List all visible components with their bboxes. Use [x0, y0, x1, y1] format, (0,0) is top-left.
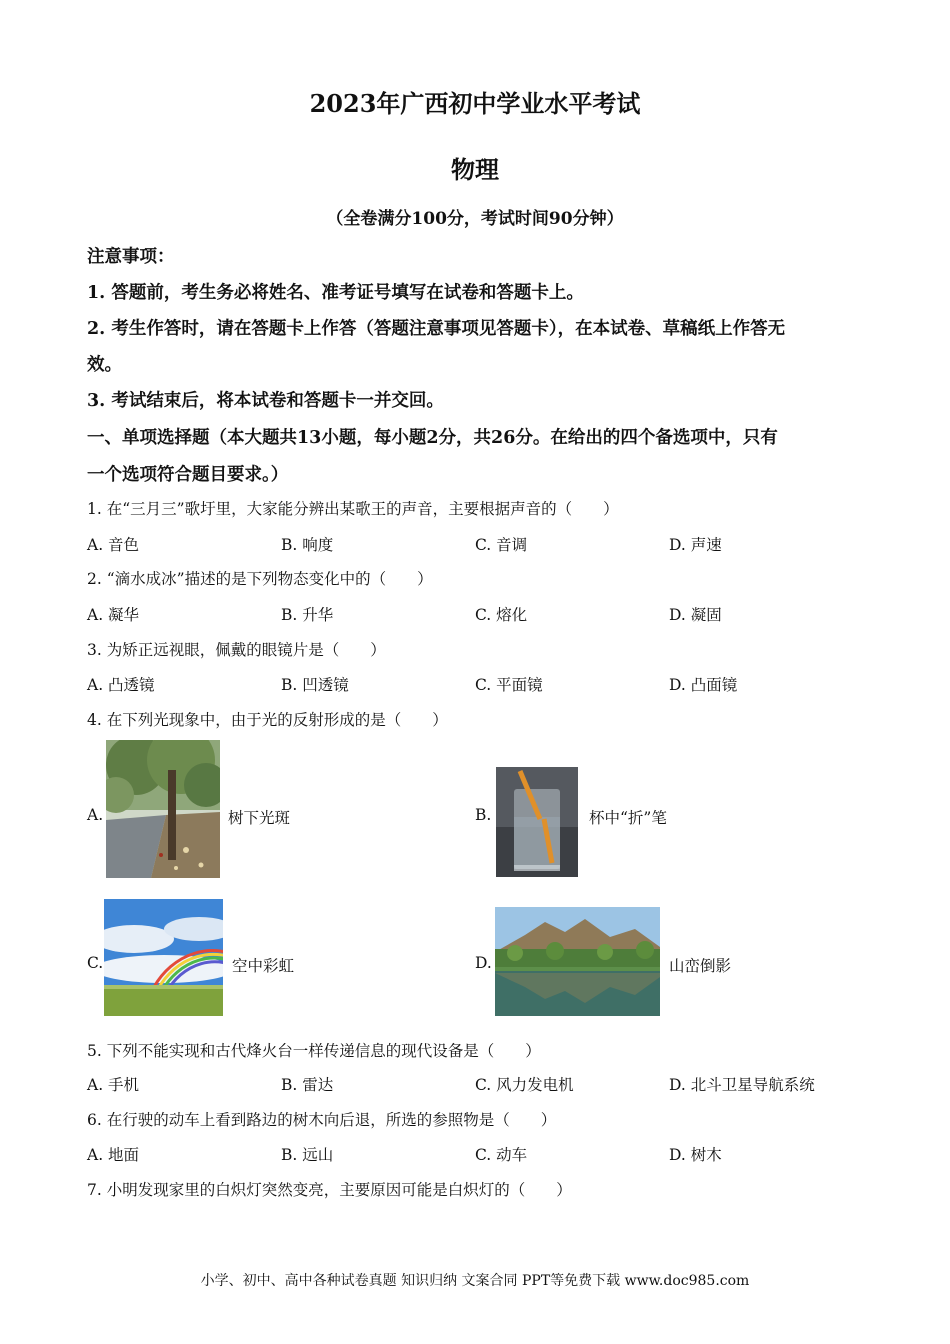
option-c: C. 风力发电机	[475, 1076, 574, 1094]
question-stem: 5. 下列不能实现和古代烽火台一样传递信息的现代设备是（ ）	[87, 1042, 541, 1060]
note-item: 1. 答题前，考生务必将姓名、准考证号填写在试卷和答题卡上。	[87, 283, 584, 303]
question-stem: 6. 在行驶的动车上看到路边的树木向后退，所选的参照物是（ ）	[87, 1111, 557, 1129]
option-c-letter: C.	[87, 954, 104, 972]
option-a: A. 凝华	[87, 606, 140, 624]
option-d: D. 凸面镜	[669, 676, 738, 694]
question-stem: 7. 小明发现家里的白炽灯突然变亮，主要原因可能是白炽灯的（ ）	[87, 1181, 572, 1199]
note-item: 2. 考生作答时，请在答题卡上作答（答题注意事项见答题卡），在本试卷、草稿纸上作答无	[87, 319, 786, 339]
exam-title: 2023年广西初中学业水平考试	[309, 89, 641, 118]
notes-heading: 注意事项：	[87, 247, 175, 267]
option-a: A. 手机	[87, 1076, 140, 1094]
option-d: D. 凝固	[669, 606, 722, 624]
pencil-glass-photo	[496, 767, 578, 877]
option-c-caption: 空中彩虹	[232, 957, 295, 975]
option-b-caption: 杯中“折”笔	[589, 809, 667, 827]
score-info: （全卷满分100分，考试时间90分钟）	[326, 209, 624, 229]
question-stem: 2. “滴水成冰”描述的是下列物态变化中的（ ）	[87, 570, 433, 588]
option-b-letter: B.	[475, 806, 492, 824]
option-d: D. 声速	[669, 536, 722, 554]
page-footer: 小学、初中、高中各种试卷真题 知识归纳 文案合同 PPT等免费下载 www.doc985.com	[200, 1273, 750, 1289]
option-b: B. 升华	[281, 606, 334, 624]
option-c: C. 动车	[475, 1146, 528, 1164]
option-b: B. 响度	[281, 536, 334, 554]
option-d-caption: 山峦倒影	[669, 957, 732, 975]
option-c: C. 音调	[475, 536, 528, 554]
option-c: C. 熔化	[475, 606, 528, 624]
option-d: D. 北斗卫星导航系统	[669, 1076, 815, 1094]
rainbow-photo	[104, 899, 223, 1016]
note-item: 3. 考试结束后，将本试卷和答题卡一并交回。	[87, 391, 444, 411]
option-d: D. 树木	[669, 1146, 722, 1164]
option-a-caption: 树下光斑	[228, 809, 291, 827]
question-stem: 4. 在下列光现象中，由于光的反射形成的是（ ）	[87, 711, 448, 729]
option-a: A. 音色	[87, 536, 140, 554]
option-b: B. 凹透镜	[281, 676, 349, 694]
section-heading: 一、单项选择题（本大题共13小题，每小题2分，共26分。在给出的四个备选项中，只有	[87, 428, 778, 448]
option-a-letter: A.	[87, 806, 104, 824]
option-c: C. 平面镜	[475, 676, 543, 694]
question-stem: 1. 在“三月三”歌圩里，大家能分辨出某歌王的声音，主要根据声音的（ ）	[87, 500, 619, 518]
option-a: A. 地面	[87, 1146, 140, 1164]
section-heading-cont: 一个选项符合题目要求。）	[87, 465, 289, 485]
mountain-reflection-photo	[495, 907, 660, 1016]
option-b: B. 远山	[281, 1146, 334, 1164]
option-d-letter: D.	[475, 954, 492, 972]
note-item: 效。	[87, 355, 122, 375]
question-stem: 3. 为矫正远视眼，佩戴的眼镜片是（ ）	[87, 641, 386, 659]
option-a: A. 凸透镜	[87, 676, 155, 694]
option-b: B. 雷达	[281, 1076, 334, 1094]
subject-title: 物理	[451, 155, 499, 184]
tree-shade-photo	[106, 740, 220, 878]
